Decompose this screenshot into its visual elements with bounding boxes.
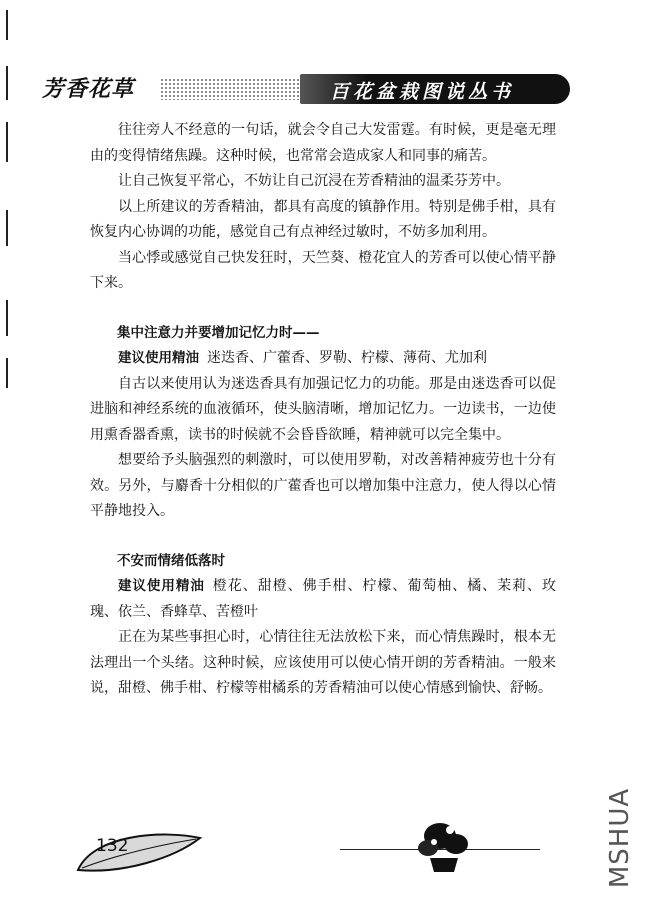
- margin-tick: [6, 122, 8, 162]
- margin-tick: [6, 358, 8, 388]
- body-paragraph: 往往旁人不经意的一句话，就会令自己大发雷霆。有时候，更是毫无理由的变得情绪焦躁。这种时候，也常常会造成家人和同事的痛苦。: [90, 122, 556, 164]
- page-body: [90, 118, 556, 702]
- suggested-oils-focus: [90, 346, 556, 372]
- suggest-oils: 橙花、甜橙、佛手柑、柠檬、葡萄柚、橘、茉莉、玫瑰、依兰、香蜂草、苦橙叶: [90, 578, 557, 620]
- series-title: 百花盆栽图说丛书: [330, 81, 515, 103]
- leaf-icon: [74, 828, 204, 874]
- plant-icon: [410, 818, 480, 873]
- margin-tick: [6, 10, 8, 40]
- suggested-oils-anxiety: [90, 574, 556, 625]
- page-number: 132: [96, 836, 129, 856]
- header-halftone-decoration: [160, 78, 320, 100]
- body-paragraph: 让自己恢复平常心，不妨让自己沉浸在芳香精油的温柔芬芳中。: [118, 173, 510, 189]
- suggest-label: 建议使用精油: [118, 350, 199, 366]
- body-paragraph: 正在为某些事担心时，心情往往无法放松下来，而心情焦躁时，根本无法理出一个头绪。这种时候，应该使用可以使心情开朗的芳香精油。一般来说，甜橙、佛手柑、柠檬等柑橘系的芳香精油可以使心情感到愉快、舒畅。: [90, 629, 556, 696]
- suggest-label: 建议使用精油: [118, 578, 205, 594]
- watermark: [597, 786, 643, 890]
- section-heading-focus: 集中注意力并要增加记忆力时——: [117, 324, 320, 341]
- section-heading-anxiety: 不安而情绪低落时: [117, 552, 225, 569]
- margin-tick: [6, 210, 8, 246]
- margin-tick: [6, 66, 8, 100]
- body-paragraph: 以上所建议的芳香精油，都具有高度的镇静作用。特别是佛手柑，具有恢复内心协调的功能，感觉自己有点神经过敏时，不妨多加利用。: [90, 198, 556, 240]
- body-paragraph: 当心悸或感觉自己快发狂时，天竺葵、橙花宜人的芳香可以使心情平静下来。: [90, 249, 556, 291]
- book-title: 芳香花草: [42, 76, 135, 102]
- suggest-oils: 迷迭香、广藿香、罗勒、柠檬、薄荷、尤加利: [207, 350, 487, 366]
- series-title-band: [300, 74, 570, 104]
- body-paragraph: 自古以来使用认为迷迭香具有加强记忆力的功能。那是由迷迭香可以促进脑和神经系统的血液循环，使头脑清晰，增加记忆力。一边读书，一边使用熏香器香熏，读书的时候就不会昏昏欲睡，精神就可以完全集中。: [90, 375, 556, 443]
- body-paragraph: 想要给予头脑强烈的刺激时，可以使用罗勒，对改善精神疲劳也十分有效。另外，与麝香十分相似的广藿香也可以增加集中注意力，使人得以心情平静地投入。: [90, 452, 556, 519]
- margin-tick: [6, 300, 8, 336]
- watermark-text: MSHUA: [605, 787, 635, 889]
